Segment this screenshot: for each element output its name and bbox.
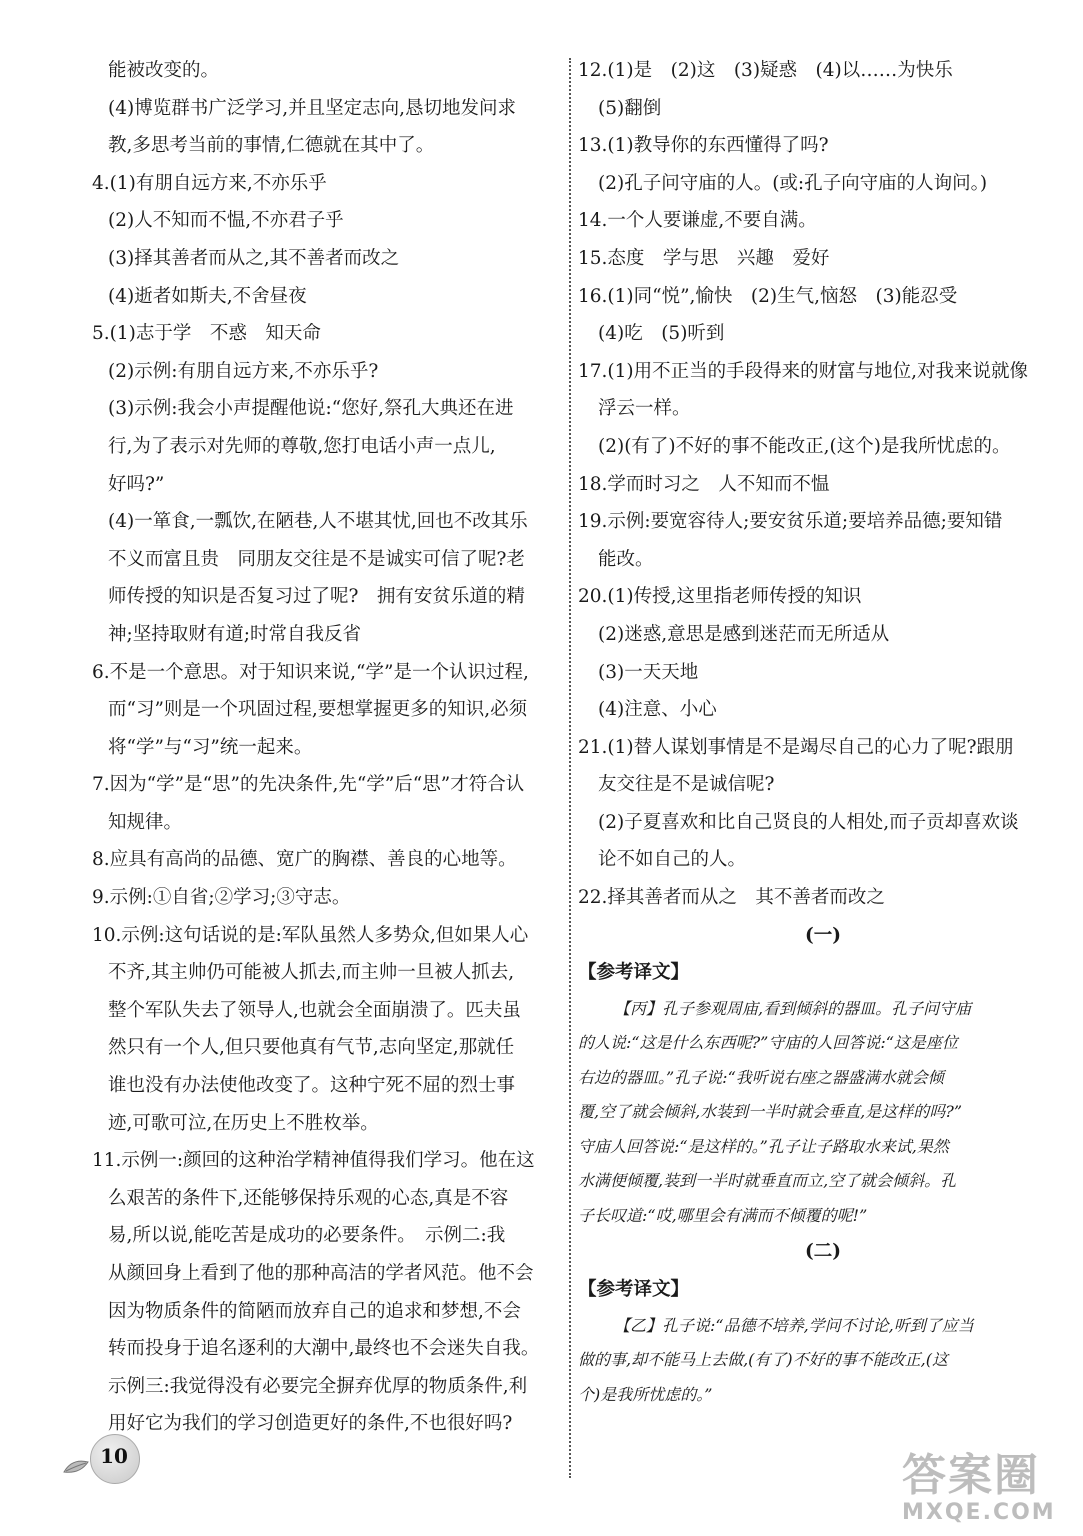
text-line: (3)择其善者而从之,其不善者而改之 bbox=[108, 247, 400, 269]
text-line: 然只有一个人,但只要他真有气节,志向坚定,那就任 bbox=[108, 1037, 515, 1059]
text-line: 11.示例一:颜回的这种治学精神值得我们学习。他在这 bbox=[92, 1150, 535, 1172]
text-line: 能被改变的。 bbox=[108, 60, 220, 81]
right-column bbox=[578, 52, 1028, 1412]
text-line: 么艰苦的条件下,还能够保持乐观的心态,真是不容 bbox=[108, 1187, 509, 1209]
text-line: 友交往是不是诚信呢? bbox=[598, 774, 775, 796]
text-line: 神;坚持取财有道;时常自我反省 bbox=[108, 623, 361, 645]
text-line: 7.因为“学”是“思”的先决条件,先“学”后“思”才符合认 bbox=[92, 774, 525, 796]
text-line: 守庙人回答说:“是这样的。”孔子让子路取水来试,果然 bbox=[578, 1136, 949, 1156]
text-line: 知规律。 bbox=[108, 811, 183, 833]
text-line: (2)示例:有朋自远方来,不亦乐乎? bbox=[108, 360, 379, 382]
text-line: 而“习”则是一个巩固过程,要想掌握更多的知识,必须 bbox=[108, 699, 528, 721]
text-line: 10.示例:这句话说的是:军队虽然人多势众,但如果人心 bbox=[92, 924, 529, 946]
text-line: 17.(1)用不正当的手段得来的财富与地位,对我来说就像 bbox=[578, 360, 1028, 382]
text-line: 好吗?” bbox=[108, 473, 165, 495]
text-line: 个)是我所忧虑的。” bbox=[578, 1384, 713, 1404]
text-line: 13.(1)教导你的东西懂得了吗? bbox=[578, 135, 829, 157]
text-line: 4.(1)有朋自远方来,不亦乐乎 bbox=[92, 172, 327, 194]
text-line: 易,所以说,能吃苦是成功的必要条件。 示例二:我 bbox=[108, 1225, 506, 1247]
text-line: 论不如自己的人。 bbox=[598, 849, 747, 871]
left-column bbox=[92, 52, 562, 1443]
watermark-text: 答案圈 bbox=[902, 1450, 1040, 1501]
text-line: 整个军队失去了领导人,也就会全面崩溃了。匹夫虽 bbox=[108, 999, 521, 1021]
text-line: 右边的器皿。”孔子说:“我听说右座之器盛满水就会倾 bbox=[578, 1067, 944, 1087]
text-line: (2)子夏喜欢和比自己贤良的人相处,而子贡却喜欢谈 bbox=[598, 811, 1019, 833]
text-line: 转而投身于追名逐利的大潮中,最终也不会迷失自我。 bbox=[108, 1338, 540, 1360]
text-line: 12.(1)是 (2)这 (3)疑惑 (4)以……为快乐 bbox=[578, 60, 953, 81]
text-line: 将“学”与“习”统一起来。 bbox=[108, 736, 313, 758]
text-line: 8.应具有高尚的品德、宽广的胸襟、善良的心地等。 bbox=[92, 849, 517, 871]
text-line: 不义而富且贵 同朋友交往是不是诚实可信了呢?老 bbox=[108, 548, 525, 570]
text-line: 【丙】孔子参观周庙,看到倾斜的器皿。孔子问守庙 bbox=[614, 998, 972, 1018]
text-line: 做的事,却不能马上去做,(有了)不好的事不能改正,(这 bbox=[578, 1350, 948, 1370]
text-line: (4)注意、小心 bbox=[598, 699, 717, 721]
text-line: 教,多思考当前的事情,仁德就在其中了。 bbox=[108, 135, 435, 157]
text-line: 5.(1)志于学 不惑 知天命 bbox=[92, 323, 321, 345]
text-line: 浮云一样。 bbox=[598, 398, 691, 420]
text-line: 迹,可歌可泣,在历史上不胜枚举。 bbox=[108, 1112, 379, 1134]
text-line: 能改。 bbox=[598, 548, 654, 570]
text-line: 谁也没有办法使他改变了。这种宁死不屈的烈士事 bbox=[108, 1075, 516, 1097]
text-line: (二) bbox=[804, 1241, 841, 1263]
column-divider bbox=[569, 58, 571, 1478]
text-line: 的人说:“这是什么东西呢?”守庙的人回答说:“这是座位 bbox=[578, 1033, 958, 1053]
text-line: 不齐,其主帅仍可能被人抓去,而主帅一旦被人抓去, bbox=[108, 962, 515, 984]
text-line: (4)博览群书广泛学习,并且坚定志向,恳切地发问求 bbox=[108, 97, 516, 119]
watermark-logo bbox=[902, 1452, 1062, 1532]
text-line: (4)逝者如斯夫,不舍昼夜 bbox=[108, 285, 307, 307]
page-number: 10 bbox=[100, 1444, 128, 1468]
text-line: 15.态度 学与思 兴趣 爱好 bbox=[578, 247, 830, 269]
text-line: (3)示例:我会小声提醒他说:“您好,祭孔大典还在进 bbox=[108, 398, 514, 420]
text-line: 水满便倾覆,装到一半时就垂直而立,空了就会倾斜。孔 bbox=[578, 1171, 957, 1191]
text-line: 示例三:我觉得没有必要完全摒弃优厚的物质条件,利 bbox=[108, 1375, 528, 1397]
text-line: 从颜回身上看到了他的那种高洁的学者风范。他不会 bbox=[108, 1263, 534, 1284]
text-line: 20.(1)传授,这里指老师传授的知识 bbox=[578, 586, 862, 608]
text-line: 用好它为我们的学习创造更好的条件,不也很好吗? bbox=[108, 1413, 513, 1435]
text-line: 14.一个人要谦虚,不要自满。 bbox=[578, 210, 817, 232]
text-line: 6.不是一个意思。对于知识来说,“学”是一个认识过程, bbox=[92, 661, 529, 683]
text-line: 18.学而时习之 人不知而不愠 bbox=[578, 473, 830, 495]
text-line: 19.示例:要宽容待人;要安贫乐道;要培养品德;要知错 bbox=[578, 511, 1003, 533]
text-line: (2)迷惑,意思是感到迷茫而无所适从 bbox=[598, 623, 890, 645]
text-line: 行,为了表示对先师的尊敬,您打电话小声一点儿, bbox=[108, 435, 496, 457]
text-line: 因为物质条件的简陋而放弃自己的追求和梦想,不会 bbox=[108, 1300, 521, 1322]
text-line: (4)吃 (5)听到 bbox=[598, 323, 725, 345]
text-line: (一) bbox=[804, 924, 841, 946]
text-line: (3)一天天地 bbox=[598, 661, 699, 683]
text-line: 子长叹道:“哎,哪里会有满而不倾覆的呢!” bbox=[578, 1205, 868, 1225]
text-line: (2)人不知而不愠,不亦君子乎 bbox=[108, 210, 344, 232]
text-line: 师传授的知识是否复习过了呢? 拥有安贫乐道的精 bbox=[108, 586, 525, 608]
text-line: 21.(1)替人谋划事情是不是竭尽自己的心力了呢?跟朋 bbox=[578, 736, 1014, 758]
text-line: (2)孔子问守庙的人。(或:孔子向守庙的人询问。) bbox=[598, 172, 988, 194]
watermark-domain: MXQE.COM bbox=[902, 1500, 1056, 1525]
text-line: 【参考译文】 bbox=[578, 962, 690, 984]
text-line: 22.择其善者而从之 其不善者而改之 bbox=[578, 887, 885, 909]
text-line: 覆,空了就会倾斜,水装到一半时就会垂直,是这样的吗?” bbox=[578, 1102, 963, 1122]
text-line: (5)翻倒 bbox=[598, 97, 662, 119]
text-line: 【乙】孔子说:“品德不培养,学问不讨论,听到了应当 bbox=[614, 1315, 974, 1335]
text-line: (4)一箪食,一瓢饮,在陋巷,人不堪其忧,回也不改其乐 bbox=[108, 511, 528, 533]
text-line: 【参考译文】 bbox=[578, 1278, 690, 1300]
text-line: 16.(1)同“悦”,愉快 (2)生气,恼怒 (3)能忍受 bbox=[578, 285, 958, 307]
page-number-badge bbox=[62, 1432, 142, 1484]
text-line: 9.示例:①自省;②学习;③守志。 bbox=[92, 887, 351, 909]
text-line: (2)(有了)不好的事不能改正,(这个)是我所忧虑的。 bbox=[598, 435, 1011, 457]
